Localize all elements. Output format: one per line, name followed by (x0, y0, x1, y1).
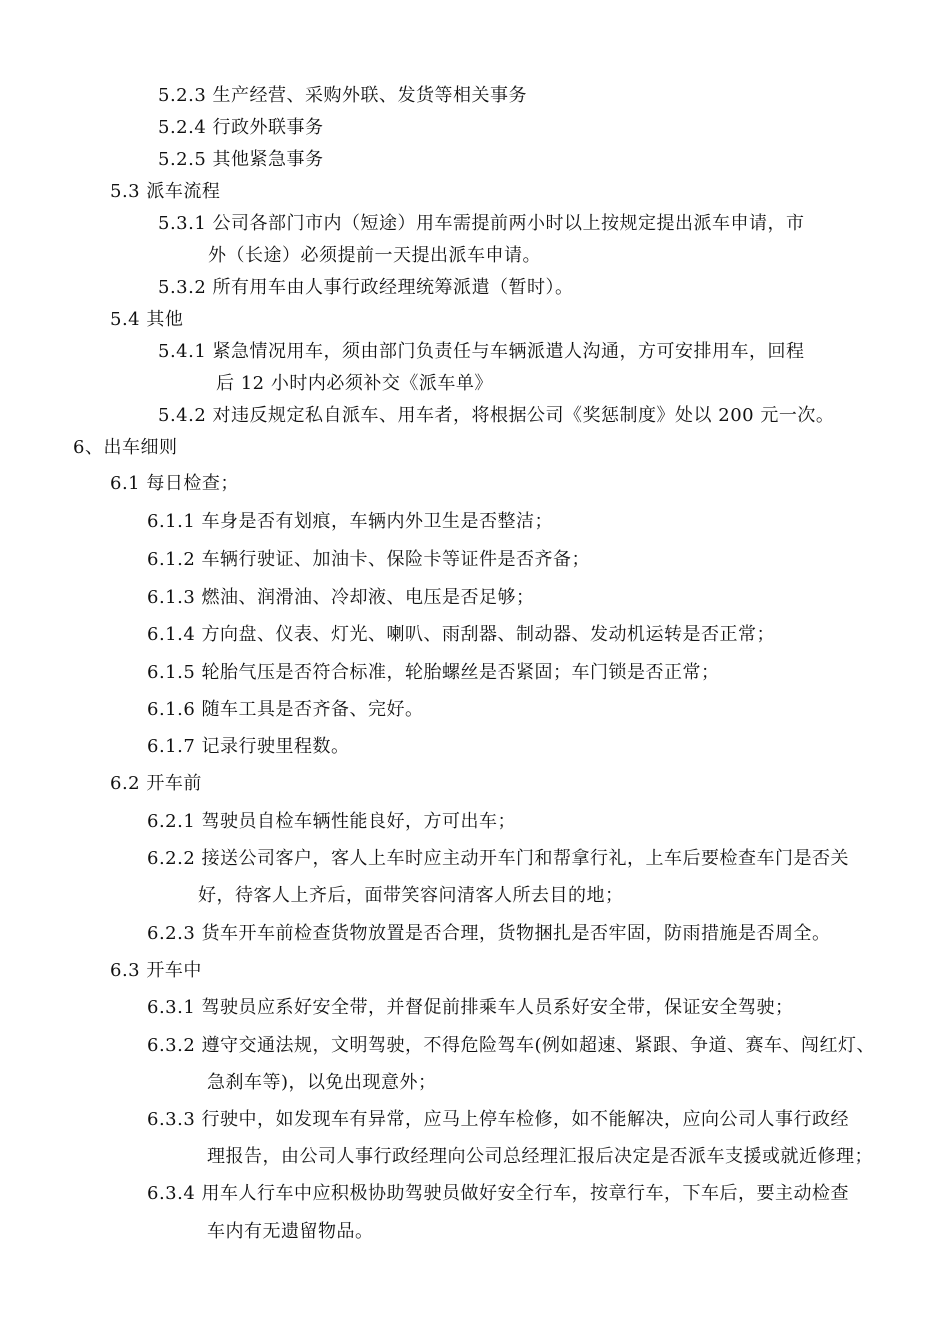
clause-6-2-1: 6.2.1 驾驶员自检车辆性能良好，方可出车； (147, 811, 517, 832)
section-6-3-heading: 6.3 开车中 (110, 960, 202, 981)
clause-6-1-2: 6.1.2 车辆行驶证、加油卡、保险卡等证件是否齐备； (147, 549, 591, 570)
clause-6-3-3: 6.3.3 行驶中，如发现车有异常，应马上停车检修，如不能解决，应向公司人事行政经 (147, 1109, 850, 1130)
clause-6-3-4-continued: 车内有无遗留物品。 (207, 1221, 374, 1242)
clause-6-1-7: 6.1.7 记录行驶里程数。 (147, 736, 350, 757)
clause-6-2-2: 6.2.2 接送公司客户，客人上车时应主动开车门和帮拿行礼，上车后要检查车门是否关 (147, 848, 850, 869)
section-6-2-heading: 6.2 开车前 (110, 773, 202, 794)
clause-5-3-1: 5.3.1 公司各部门市内（短途）用车需提前两小时以上按规定提出派车申请，市 (158, 213, 805, 234)
clause-6-1-6: 6.1.6 随车工具是否齐备、完好。 (147, 699, 424, 720)
clause-5-4-2: 5.4.2 对违反规定私自派车、用车者，将根据公司《奖惩制度》处以 200 元一次。 (158, 405, 835, 426)
section-5-3-heading: 5.3 派车流程 (110, 181, 221, 202)
clause-5-3-2: 5.3.2 所有用车由人事行政经理统筹派遣（暂时）。 (158, 277, 574, 298)
clause-5-3-1-continued: 外（长途）必须提前一天提出派车申请。 (208, 245, 541, 266)
clause-5-4-1-continued: 后 12 小时内必须补交《派车单》 (216, 373, 493, 394)
clause-5-2-3: 5.2.3 生产经营、采购外联、发货等相关事务 (158, 85, 528, 106)
clause-6-2-2-continued: 好，待客人上齐后，面带笑容问清客人所去目的地； (198, 885, 624, 906)
clause-6-1-1: 6.1.1 车身是否有划痕，车辆内外卫生是否整洁； (147, 511, 554, 532)
clause-6-2-3: 6.2.3 货车开车前检查货物放置是否合理，货物捆扎是否牢固，防雨措施是否周全。 (147, 923, 831, 944)
clause-6-3-3-continued: 理报告，由公司人事行政经理向公司总经理汇报后决定是否派车支援或就近修理； (207, 1146, 873, 1167)
clause-6-3-4: 6.3.4 用车人行车中应积极协助驾驶员做好安全行车，按章行车，下车后，要主动检查 (147, 1183, 850, 1204)
clause-6-1-4: 6.1.4 方向盘、仪表、灯光、喇叭、雨刮器、制动器、发动机运转是否正常； (147, 624, 776, 645)
section-6-1-heading: 6.1 每日检查； (110, 473, 239, 494)
clause-6-3-2-continued: 急刹车等)，以免出现意外； (207, 1072, 437, 1093)
clause-5-4-1: 5.4.1 紧急情况用车，须由部门负责任与车辆派遣人沟通，方可安排用车，回程 (158, 341, 805, 362)
clause-6-1-5: 6.1.5 轮胎气压是否符合标准，轮胎螺丝是否紧固；车门锁是否正常； (147, 662, 720, 683)
clause-5-2-4: 5.2.4 行政外联事务 (158, 117, 324, 138)
clause-6-3-1: 6.3.1 驾驶员应系好安全带，并督促前排乘车人员系好安全带，保证安全驾驶； (147, 997, 794, 1018)
chapter-6-heading: 6、出车细则 (73, 437, 178, 458)
clause-6-1-3: 6.1.3 燃油、润滑油、冷却液、电压是否足够； (147, 587, 535, 608)
clause-6-3-2: 6.3.2 遵守交通法规，文明驾驶，不得危险驾车(例如超速、紧跟、争道、赛车、闯红灯、 (147, 1035, 876, 1056)
clause-5-2-5: 5.2.5 其他紧急事务 (158, 149, 324, 170)
section-5-4-heading: 5.4 其他 (110, 309, 184, 330)
